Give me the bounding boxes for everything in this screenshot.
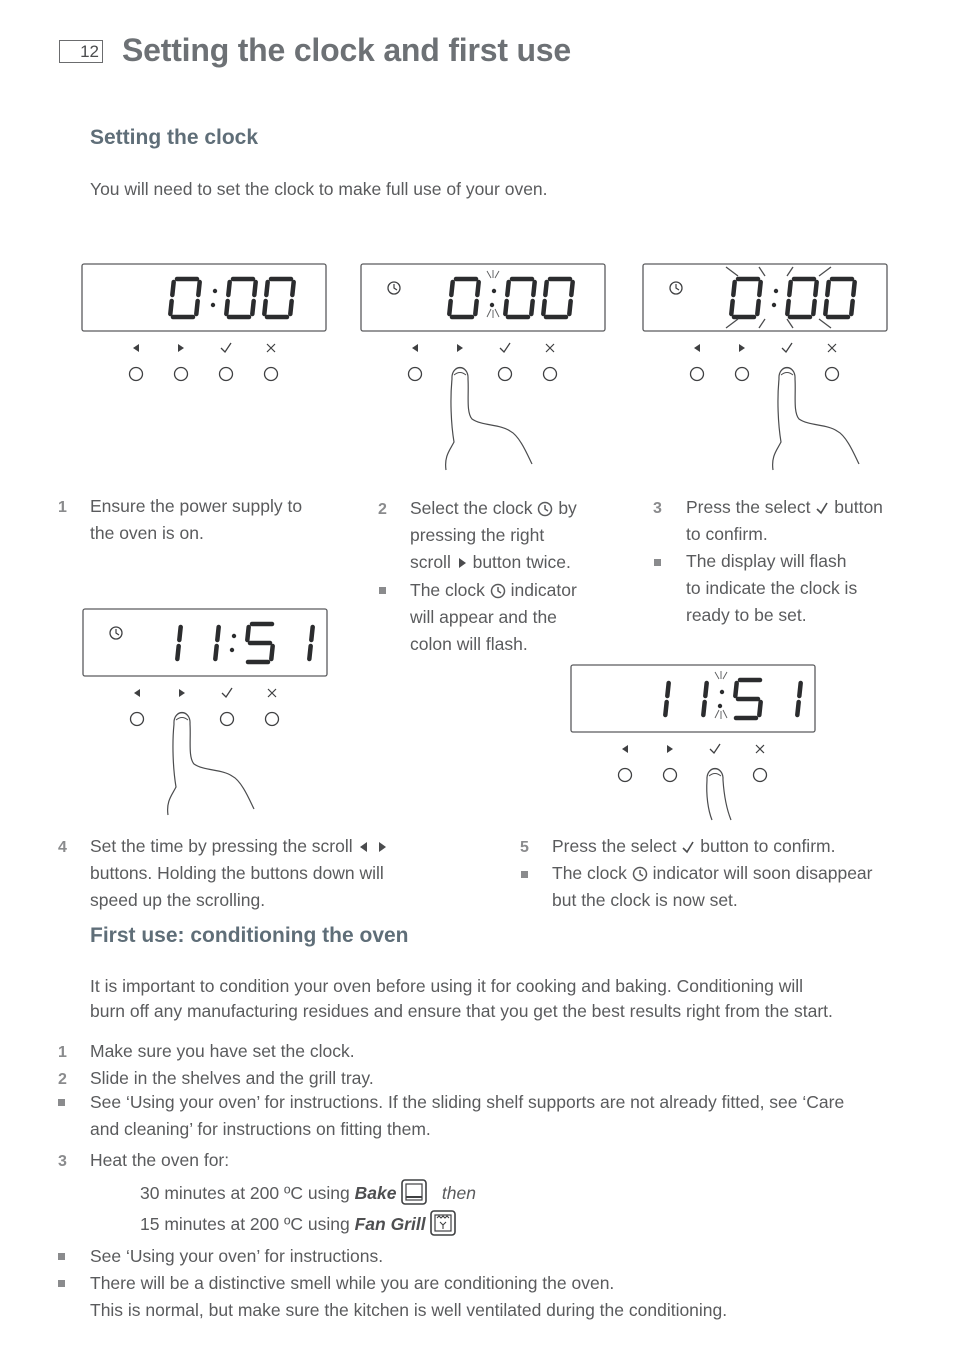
first-use-item-3: Heat the oven for: (90, 1150, 230, 1170)
control-panel-3 (641, 262, 891, 477)
step-bullet: The clock indicator will soon disappear but the clock is now set. (552, 863, 873, 910)
cancel-button[interactable] (826, 368, 839, 381)
button-symbols (134, 688, 276, 697)
scroll-left-button[interactable] (409, 368, 422, 381)
scroll-right-icon (739, 344, 745, 352)
heat-instruction-1: 30 minutes at 200 ºC using Bake then (140, 1180, 476, 1207)
scroll-right-icon (667, 745, 673, 753)
scroll-left-icon (134, 689, 140, 697)
control-panel-5 (569, 663, 819, 823)
then-label: then (441, 1183, 476, 1203)
bullet-marker (58, 1099, 65, 1106)
scroll-right-button[interactable] (736, 368, 749, 381)
bullet-marker (521, 871, 528, 878)
step-text: Press the select button to confirm. (686, 497, 883, 544)
item-number: 3 (58, 1153, 67, 1170)
step-number: 5 (520, 839, 529, 856)
step-bullet: The clock indicator will appear and the colon will flash. (410, 580, 577, 654)
scroll-left-button[interactable] (691, 368, 704, 381)
first-use-heading: First use: conditioning the oven (90, 924, 409, 947)
first-use-bullet-a: See ‘Using your oven’ for instructions. If the sliding shelf supports are not already fitted, see ‘Care and cleaning’ for instructions on fitting them. (90, 1092, 845, 1139)
clock-icon (537, 501, 553, 517)
display-screen (83, 609, 327, 676)
bake-mode-label: Bake (354, 1183, 397, 1203)
control-panel-1 (80, 262, 330, 392)
step-text: Set the time by pressing the scroll buttons. Holding the buttons down will speed up the scrolling. (90, 833, 388, 914)
cancel-x-icon (267, 344, 275, 352)
select-button[interactable] (221, 713, 234, 726)
scroll-left-icon (622, 745, 628, 753)
bullet-marker (58, 1280, 65, 1287)
step-text: Ensure the power supply to the oven is on. (90, 496, 303, 543)
scroll-left-icon (358, 840, 370, 854)
cancel-x-icon (546, 344, 554, 352)
first-use-item-2: Slide in the shelves and the grill tray. (90, 1068, 374, 1088)
scroll-left-button[interactable] (619, 769, 632, 782)
bullet-marker (379, 587, 386, 594)
display-screen (643, 264, 887, 331)
button-symbols (412, 343, 554, 352)
step-bullet: The display will flash to indicate the clock is ready to be set. (686, 551, 858, 625)
cancel-button[interactable] (266, 713, 279, 726)
step-text: Select the clock by pressing the right scroll button twice. (410, 498, 577, 572)
select-button[interactable] (499, 368, 512, 381)
step-number: 3 (653, 500, 662, 517)
step-number: 4 (58, 839, 67, 856)
select-check-icon (221, 343, 231, 352)
scroll-right-icon (178, 344, 184, 352)
cancel-button[interactable] (754, 769, 767, 782)
finger-icon (773, 368, 859, 470)
scroll-left-icon (694, 344, 700, 352)
first-use-intro: It is important to condition your oven before using it for cooking and baking. Conditioning will burn off any manufacturing residues and ensure that you get the best results right from the start. (90, 976, 833, 1021)
page-number: 12 (59, 40, 103, 63)
finger-icon (446, 368, 532, 470)
item-number: 2 (58, 1071, 67, 1088)
clock-section-heading: Setting the clock (90, 126, 259, 149)
page-title: Setting the clock and first use (122, 32, 572, 68)
select-button[interactable] (220, 368, 233, 381)
select-check-icon (782, 343, 792, 352)
select-check-icon (815, 501, 829, 515)
select-check-icon (222, 688, 232, 697)
button-symbols (133, 343, 275, 352)
scroll-left-button[interactable] (131, 713, 144, 726)
button-symbols (694, 343, 836, 352)
step-number: 1 (58, 499, 67, 516)
scroll-left-icon (133, 344, 139, 352)
display-screen (571, 665, 815, 732)
select-check-icon (500, 343, 510, 352)
scroll-right-button[interactable] (175, 368, 188, 381)
bullet-marker (58, 1253, 65, 1260)
first-use-bullet-c: There will be a distinctive smell while you are conditioning the oven. This is normal, but make sure the kitchen is well ventilated during the conditioning. (90, 1273, 728, 1320)
scroll-left-icon (412, 344, 418, 352)
cancel-x-icon (828, 344, 836, 352)
clock-icon (490, 583, 506, 599)
button-symbols (622, 744, 764, 753)
control-panel-2 (359, 262, 609, 477)
select-check-icon (681, 840, 695, 854)
bullet-marker (654, 559, 661, 566)
scroll-right-icon (374, 840, 388, 854)
scroll-right-icon (456, 556, 468, 570)
bake-icon (401, 1179, 427, 1205)
scroll-right-icon (179, 689, 185, 697)
cancel-button[interactable] (544, 368, 557, 381)
heat-instruction-2: 15 minutes at 200 ºC using Fan Grill (140, 1211, 456, 1238)
scroll-left-button[interactable] (130, 368, 143, 381)
first-use-item-1: Make sure you have set the clock. (90, 1041, 355, 1061)
display-screen (82, 264, 326, 331)
control-panel-4 (81, 607, 331, 837)
first-use-bullet-b: See ‘Using your oven’ for instructions. (90, 1246, 384, 1266)
display-screen (361, 264, 605, 331)
cancel-x-icon (756, 745, 764, 753)
select-check-icon (710, 744, 720, 753)
cancel-x-icon (268, 689, 276, 697)
scroll-right-icon (457, 344, 463, 352)
finger-icon (707, 769, 731, 820)
fan-grill-icon (430, 1210, 456, 1236)
step-text: Press the select button to confirm. (552, 836, 836, 856)
fan-grill-mode-label: Fan Grill (354, 1214, 426, 1234)
clock-icon (632, 866, 648, 882)
clock-section-intro: You will need to set the clock to make full use of your oven. (90, 179, 548, 199)
item-number: 1 (58, 1044, 67, 1061)
cancel-button[interactable] (265, 368, 278, 381)
finger-icon (168, 713, 254, 815)
step-number: 2 (378, 501, 387, 518)
scroll-right-button[interactable] (664, 769, 677, 782)
